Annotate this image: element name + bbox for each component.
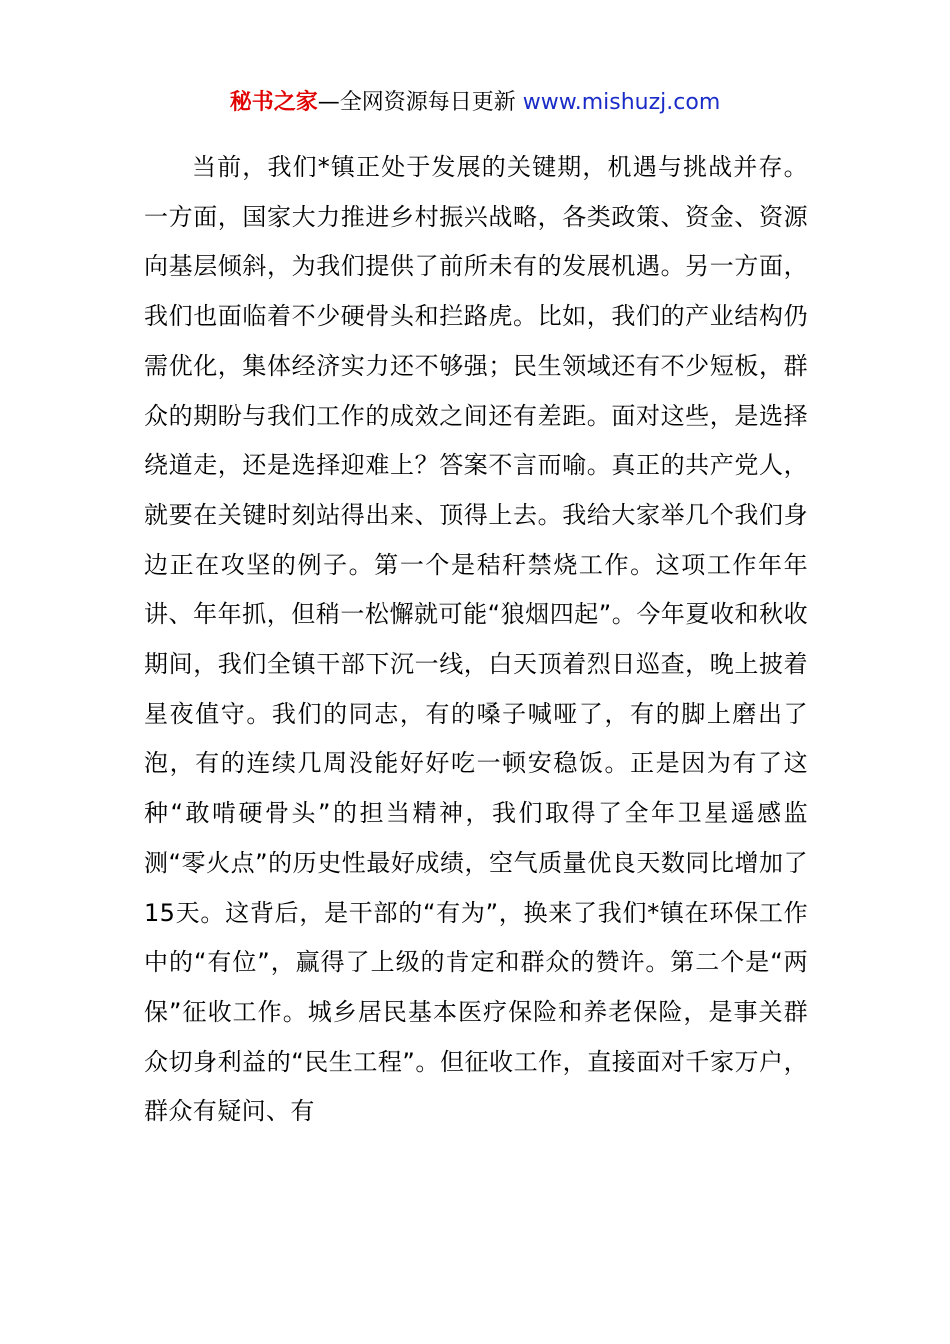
header-tagline: —全网资源每日更新 <box>317 90 523 115</box>
body-paragraph: 当前，我们*镇正处于发展的关键期，机遇与挑战并存。一方面，国家大力推进乡村振兴战略，各类政策、资金、资源向基层倾斜，为我们提供了前所未有的发展机遇。另一方面，我们也面临着不少硬骨头和拦路虎。比如，我们的产业结构仍需优化，集体经济实力还不够强；民生领域还有不少短板，群众的期盼与我们工作的成效之间还有差距。面对这些，是选择绕道走，还是选择迎难上？答案不言而喻。真正的共产党人，就要在关键时刻站得出来、顶得上去。我给大家举几个我们身边正在攻坚的例子。第一个是秸秆禁烧工作。这项工作年年讲、年年抓，但稍一松懈就可能“狼烟四起”。今年夏收和秋收期间，我们全镇干部下沉一线，白天顶着烈日巡查，晚上披着星夜值守。我们的同志，有的嗓子喊哑了，有的脚上磨出了泡，有的连续几周没能好好吃一顿安稳饭。正是因为有了这种“敢啃硬骨头”的担当精神，我们取得了全年卫星遥感监测“零火点”的历史性最好成绩，空气质量优良天数同比增加了15天。这背后，是干部的“有为”，换来了我们*镇在环保工作中的“有位”，赢得了上级的肯定和群众的赞许。第二个是“两保”征收工作。城乡居民基本医疗保险和养老保险，是事关群众切身利益的“民生工程”。但征收工作，直接面对千家万户，群众有疑问、有 <box>144 153 808 1126</box>
site-header <box>0 86 950 120</box>
site-url-link[interactable]: www.mishuzj.com <box>522 90 721 115</box>
brand-name: 秘书之家 <box>229 90 318 115</box>
